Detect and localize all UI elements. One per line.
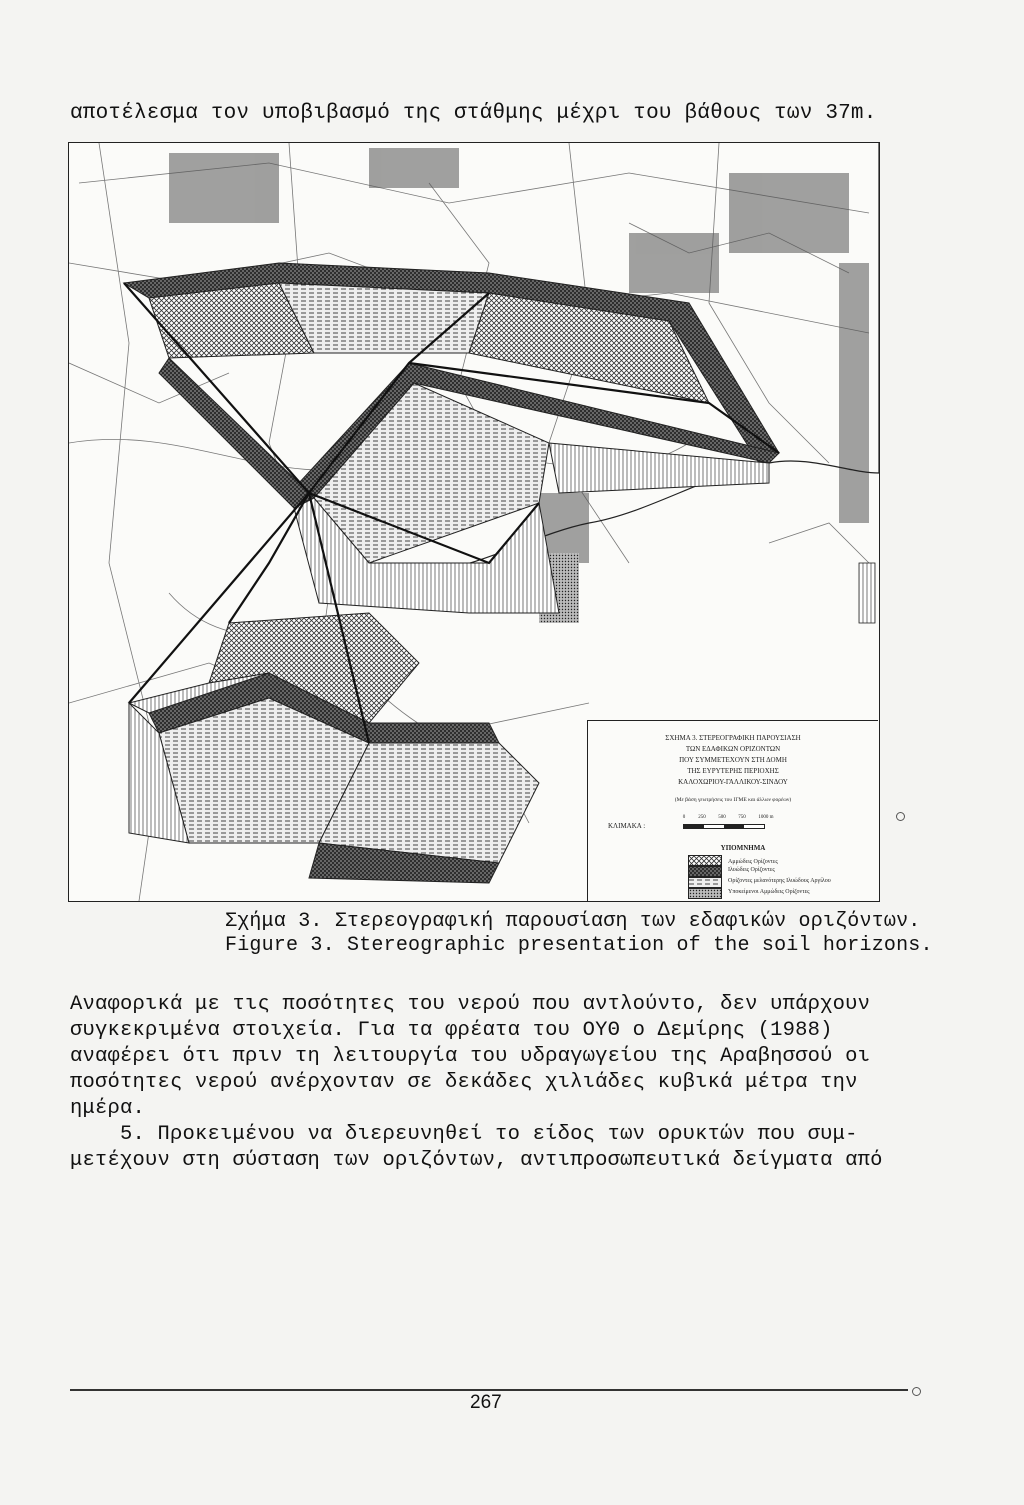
- scale-tick-0: 0: [682, 815, 686, 820]
- body-line-7: μετέχουν στη σύσταση των οριζόντων, αντιπροσωπευτικά δείγματα από: [70, 1149, 883, 1172]
- figure-caption-english: Figure 3. Stereographic presentation of the soil horizons.: [225, 934, 933, 957]
- footer-circle-mark: [912, 1387, 921, 1396]
- key-label-sand: Αμμώδεις Ορίζοντες: [728, 859, 778, 865]
- body-line-5: ημέρα.: [70, 1097, 146, 1120]
- right-edge-strip: [859, 563, 875, 623]
- figure-legend: [587, 720, 878, 901]
- legend-key-title: ΥΠΟΜΝΗΜΑ: [720, 844, 766, 852]
- scale-tick-750: 750: [738, 815, 746, 820]
- scale-label: ΚΛΙΜΑΚΑ :: [608, 822, 646, 830]
- body-line-6: 5. Προκειμένου να διερευνηθεί το είδος των ορυκτών που συμ-: [70, 1123, 858, 1146]
- legend-heading-4: ΤΗΣ ΕΥΡΥΤΕΡΗΣ ΠΕΡΙΟΧΗΣ: [687, 767, 779, 775]
- legend-heading-1: ΣΧΗΜΑ 3. ΣΤΕΡΕΟΓΡΑΦΙΚΗ ΠΑΡΟΥΣΙΑΣΗ: [665, 734, 801, 742]
- body-line-3: αναφέρει ότι πριν τη λειτουργία του υδραγωγείου της Αραβησσού οι: [70, 1045, 871, 1068]
- legend-heading-3: ΠΟΥ ΣΥΜΜΕΤΕΧΟΥΝ ΣΤΗ ΔΟΜΗ: [679, 756, 787, 764]
- swatch-silt: [688, 866, 722, 877]
- page-number: 267: [470, 1392, 502, 1413]
- body-line-2: συγκεκριμένα στοιχεία. Για τα φρέατα του ΟΥΘ ο Δεμίρης (1988): [70, 1019, 833, 1042]
- legend-heading-2: ΤΩΝ ΕΔΑΦΙΚΩΝ ΟΡΙΖΟΝΤΩΝ: [685, 745, 781, 753]
- key-label-silt: Ιλυώδεις Ορίζοντες: [728, 867, 775, 873]
- scale-tick-250: 250: [698, 815, 706, 820]
- stereographic-map-figure: [68, 142, 880, 902]
- scale-tick-500: 500: [718, 815, 726, 820]
- body-line-1: Αναφορικά με τις ποσότητες του νερού που αντλούντο, δεν υπάρχουν: [70, 993, 871, 1016]
- swatch-sand: [688, 855, 722, 866]
- swatch-underlying-sand: [688, 888, 722, 899]
- top-text-line: αποτέλεσμα τον υποβιβασμό της στάθμης μέχρι του βάθους των 37m.: [70, 102, 877, 125]
- side-circle-mark: [896, 812, 905, 821]
- figure-caption-greek: Σχήμα 3. Στερεογραφική παρουσίαση των εδαφικών οριζόντων.: [225, 910, 921, 933]
- footer-rule: [70, 1389, 908, 1391]
- key-label-underlying-sand: Υποκείμενοι Αμμώδεις Ορίζοντες: [728, 889, 810, 895]
- legend-heading-5: ΚΑΛΟΧΩΡΙΟΥ-ΓΑΛΛΙΚΟΥ-ΣΙΝΔΟΥ: [678, 778, 788, 786]
- key-label-clay: Ορίζοντες μελανότερης Ιλυώδους Αργίλου: [728, 878, 831, 884]
- scale-tick-1000: 1000 m: [758, 815, 774, 820]
- scale-bar: [683, 824, 765, 829]
- swatch-clay: [688, 877, 722, 888]
- legend-note: (Με βάση γεωτρήσεις του ΙΓΜΕ και άλλων φορέων): [674, 797, 792, 803]
- body-line-4: ποσότητες νερού ανέρχονταν σε δεκάδες χιλιάδες κυβικά μέτρα την: [70, 1071, 858, 1094]
